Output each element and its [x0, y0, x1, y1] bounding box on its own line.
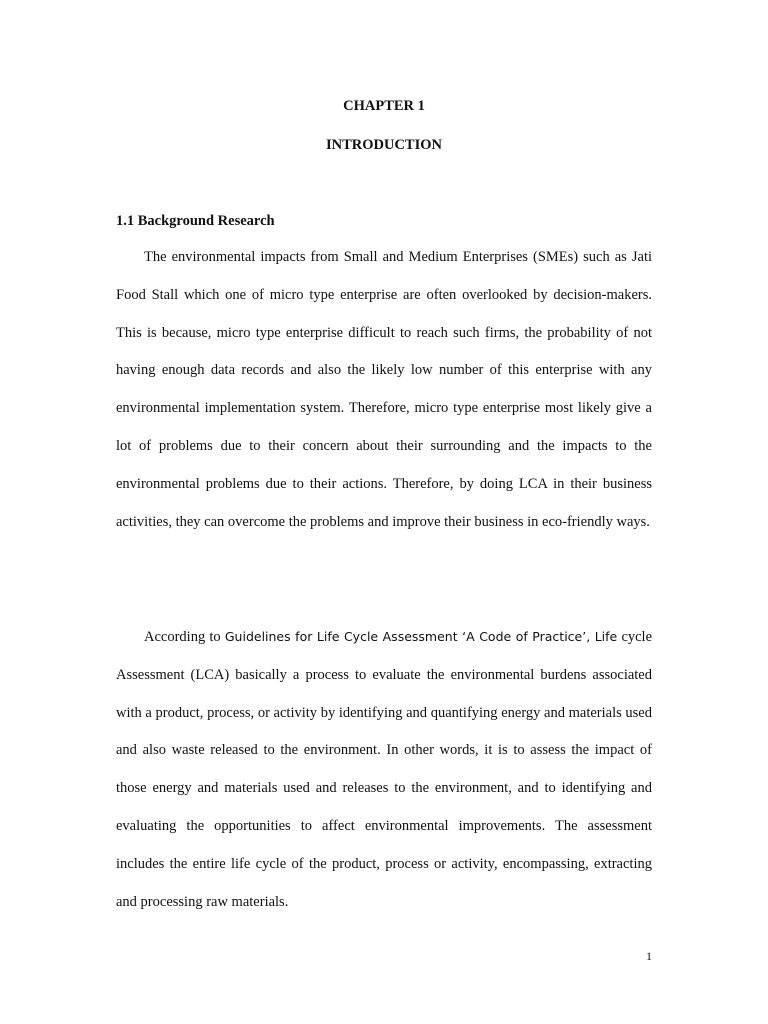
section-heading: 1.1 Background Research: [116, 213, 275, 229]
paragraph-lca-definition: [116, 618, 652, 921]
paragraph-body-text: cycle Assessment (LCA) basically a process to evaluate the environmental burdens associated with a product, process, or activity by identifying and quantifying energy and materials used and also waste released to the environment. In other words, it is to assess the impact of those energy and materials used and releases to the environment, and to identifying and evaluating the opportunities to affect environmental improvements. The assessment includes the entire life cycle of the product, process or activity, encompassing, extracting and processing raw materials.: [116, 629, 653, 910]
paragraph-background: The environmental impacts from Small and Medium Enterprises (SMEs) such as Jati Food Stall which one of micro type enterprise are often overlooked by decision-makers. This is because, micro type enterprise difficult to reach such firms, the probability of not having enough data records and also the likely low number of this enterprise with any environmental implementation system. Therefore, micro type enterprise most likely give a lot of problems due to their concern about their surrounding and the impacts to the environmental problems due to their actions. Therefore, by doing LCA in their business activities, they can overcome the problems and improve their business in eco-friendly ways.: [116, 249, 652, 530]
chapter-label: CHAPTER 1: [343, 98, 425, 114]
paragraph-lead-text: According to: [144, 629, 221, 645]
page-number: 1: [646, 949, 652, 963]
chapter-title: INTRODUCTION: [325, 137, 442, 153]
source-citation: Guidelines for Life Cycle Assessment ‘A Code of Practice’, Life: [224, 629, 618, 644]
